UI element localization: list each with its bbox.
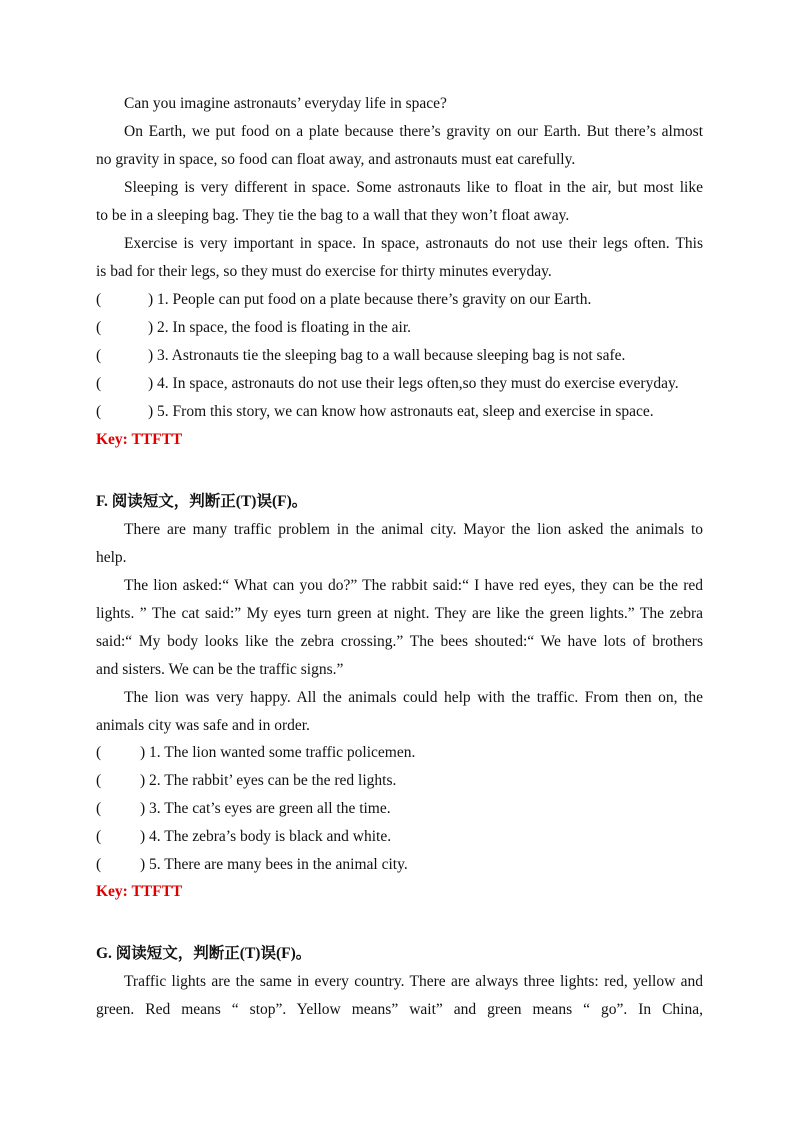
question-text: ) 4. The zebra’s body is black and white.: [140, 828, 392, 845]
paragraph-line: Can you imagine astronauts’ everyday life in space?: [124, 95, 447, 112]
question-item: [96, 374, 679, 394]
answer-blank[interactable]: (: [96, 403, 102, 420]
question-text: ) 3. Astronauts tie the sleeping bag to a wall because sleeping bag is not safe.: [148, 347, 626, 364]
question-text: ) 1. The lion wanted some traffic policemen.: [140, 744, 416, 761]
answer-blank[interactable]: (: [96, 744, 102, 761]
question-text: ) 3. The cat’s eyes are green all the time.: [140, 800, 391, 817]
paragraph-line: On Earth, we put food on a plate because there’s gravity on our Earth. But there’s almost: [124, 123, 703, 140]
question-text: ) 1. People can put food on a plate because there’s gravity on our Earth.: [148, 291, 592, 308]
question-item: [96, 855, 408, 875]
paragraph-line: The lion was very happy. All the animals could help with the traffic. From then on, the: [124, 689, 703, 706]
section-heading: F. 阅读短文，判断正(T)误(F)。: [96, 493, 308, 510]
paragraph-line: no gravity in space, so food can float away, and astronauts must eat carefully.: [96, 151, 576, 168]
question-text: ) 4. In space, astronauts do not use their legs often,so they must do exercise everyday.: [148, 375, 679, 392]
paragraph-line: is bad for their legs, so they must do exercise for thirty minutes everyday.: [96, 263, 552, 280]
question-text: ) 2. The rabbit’ eyes can be the red lights.: [140, 772, 397, 789]
paragraph-line: and sisters. We can be the traffic signs.”: [96, 661, 344, 678]
paragraph-line: help.: [96, 549, 127, 566]
question-item: [96, 771, 396, 791]
question-item: [96, 799, 391, 819]
answer-blank[interactable]: (: [96, 319, 102, 336]
answer-blank[interactable]: (: [96, 856, 102, 873]
answer-blank[interactable]: (: [96, 800, 102, 817]
question-item: [96, 346, 625, 366]
answer-key: Key: TTFTT: [96, 431, 183, 448]
question-text: ) 5. There are many bees in the animal city.: [140, 856, 408, 873]
paragraph-line: green. Red means “ stop”. Yellow means” wait” and green means “ go”. In China,: [96, 1001, 703, 1018]
paragraph-line: There are many traffic problem in the animal city. Mayor the lion asked the animals to: [124, 521, 703, 538]
paragraph-line: to be in a sleeping bag. They tie the bag to a wall that they won’t float away.: [96, 207, 570, 224]
paragraph-line: lights. ” The cat said:” My eyes turn green at night. They are like the green lights.” The zebra: [96, 605, 703, 622]
question-item: [96, 318, 411, 338]
question-item: [96, 827, 391, 847]
question-text: ) 2. In space, the food is floating in the air.: [148, 319, 412, 336]
question-item: [96, 290, 591, 310]
answer-blank[interactable]: (: [96, 347, 102, 364]
paragraph-line: said:“ My body looks like the zebra crossing.” The bees shouted:“ We have lots of brothers: [96, 633, 703, 650]
paragraph-line: The lion asked:“ What can you do?” The rabbit said:“ I have red eyes, they can be the red: [124, 577, 703, 594]
question-item: [96, 402, 654, 422]
answer-blank[interactable]: (: [96, 291, 102, 308]
answer-blank[interactable]: (: [96, 375, 102, 392]
paragraph-line: animals city was safe and in order.: [96, 717, 310, 734]
question-item: [96, 743, 415, 763]
section-heading: G. 阅读短文，判断正(T)误(F)。: [96, 945, 312, 962]
paragraph-line: Exercise is very important in space. In space, astronauts do not use their legs often. This: [124, 235, 703, 252]
paragraph-line: Traffic lights are the same in every country. There are always three lights: red, yellow and: [124, 973, 703, 990]
answer-key: Key: TTFTT: [96, 883, 183, 900]
paragraph-line: Sleeping is very different in space. Some astronauts like to float in the air, but most like: [124, 179, 703, 196]
answer-blank[interactable]: (: [96, 772, 102, 789]
question-text: ) 5. From this story, we can know how astronauts eat, sleep and exercise in space.: [148, 403, 654, 420]
answer-blank[interactable]: (: [96, 828, 102, 845]
